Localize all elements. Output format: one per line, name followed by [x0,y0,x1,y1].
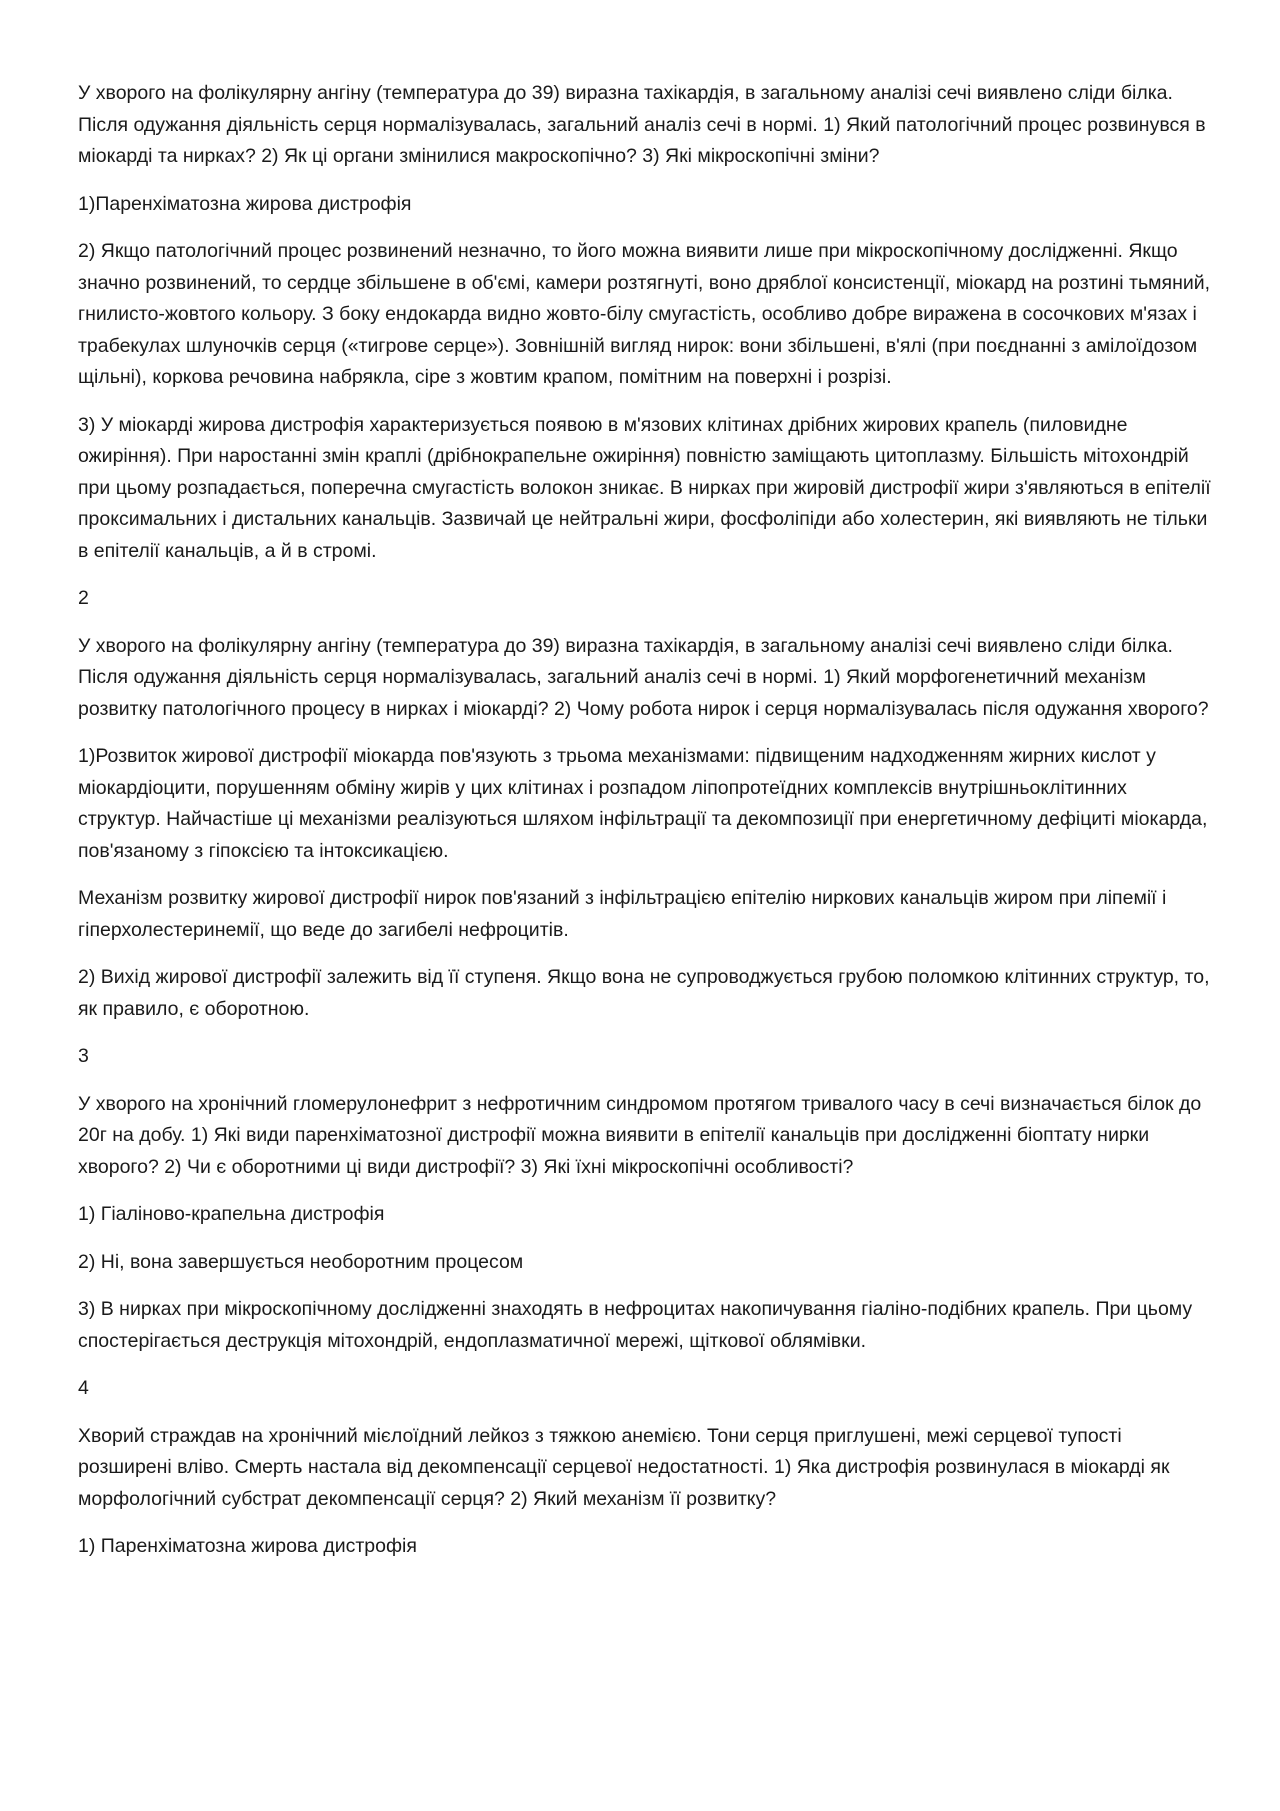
case1-answer-2: 2) Якщо патологічний процес розвинений незначно, то його можна виявити лише при мікроскопічному дослідженні. Якщо значно розвинений, то сердце збільшене в об'ємі, камери розтягнуті, воно дряблої консистенції, міокард на розтині тьмяний, гнилисто-жовтого кольору. З боку ендокарда видно жовто-білу смугастість, особливо добре виражена в сосочкових м'язах і трабекулах шлуночків серця («тигрове серце»). Зовнішній вигляд нирок: вони збільшені, в'ялі (при поєднанні з амілоїдозом щільні), коркова речовина набрякла, сіре з жовтим крапом, помітним на поверхні і розрізі. [78,240,1211,388]
case3-answer-2: 2) Ні, вона завершується необоротним процесом [78,1250,524,1273]
case4-answer-1: 1) Паренхіматозна жирова дистрофія [78,1535,417,1557]
case1-question: У хворого на фолікулярну ангіну (температура до 39) виразна тахікардія, в загальному аналізі сечі виявлено сліди білка. Після одужання діяльність серця нормалізувалась, загальний аналіз сечі в нормі. 1) Який патологічний процес розвинувся в міокарді та нирках? 2) Як ці органи змінилися макроскопічно? 3) Які мікроскопічні зміни? [78,82,1206,167]
case-number-4: 4 [78,1377,89,1399]
case2-answer-2: 2) Вихід жирової дистрофії залежить від її ступеня. Якщо вона не супроводжується грубою поломкою клітинних структур, то, як правило, є оборотною. [78,966,1210,1020]
case4-question: Хворий страждав на хронічний мієлоїдний лейкоз з тяжкою анемією. Тони серця приглушені, межі серцевої тупості розширені вліво. Смерть настала від декомпенсації серцевої недостатності. 1) Яка дистрофія розвинулася в міокарді як морфологічний субстрат декомпенсації серця? 2) Який механізм її розвитку? [78,1424,1170,1510]
case3-answer-1: 1) Гіаліново-крапельна дистрофія [78,1203,385,1225]
case3-answer-3: 3) В нирках при мікроскопічному дослідженні знаходять в нефроцитах накопичування гіаліно-подібних крапель. При цьому спостерігається деструкція мітохондрій, ендоплазматичної мережі, щіткової облямівки. [78,1298,1193,1352]
case2-answer-1-kidney: Механізм розвитку жирової дистрофії нирок пов'язаний з інфільтрацією епітелію ниркових канальців жиром при ліпемії і гіперхолестеринемії, що веде до загибелі нефроцитів. [78,887,1167,941]
case1-answer-1: 1)Паренхіматозна жирова дистрофія [78,192,412,215]
case2-question: У хворого на фолікулярну ангіну (температура до 39) виразна тахікардія, в загальному аналізі сечі виявлено сліди білка. Після одужання діяльність серця нормалізувалась, загальний аналіз сечі в нормі. 1) Який морфогенетичний механізм розвитку патологічного процесу в нирках і міокарді? 2) Чому робота нирок і серця нормалізувалась після одужання хворого? [78,634,1209,720]
document-page [78,78,1212,1579]
case2-answer-1: 1)Розвиток жирової дистрофії міокарда пов'язують з трьома механізмами: підвищеним надходженням жирних кислот у міокардіоцити, порушенням обміну жирів у цих клітинах і розпадом ліпопротеїдних комплексів внутрішньоклітинних структур. Найчастіше ці механізми реалізуються шляхом інфільтрації та декомпозиції при енергетичному дефіциті міокарда, пов'язаному з гіпоксією та інтоксикацією. [78,745,1208,862]
case-number-2: 2 [78,587,89,609]
case-number-3: 3 [78,1045,89,1067]
case1-answer-3: 3) У міокарді жирова дистрофія характеризується появою в м'язових клітинах дрібних жирових крапель (пиловидне ожиріння). При наростанні змін краплі (дрібнокрапельне ожиріння) повністю заміщають цитоплазму. Більшість мітохондрій при цьому розпадається, поперечна смугастість волокон зникає. В нирках при жировій дистрофії жири з'являються в епітелії проксимальних і дистальних канальців. Зазвичай це нейтральні жири, фосфоліпіди або холестерин, які виявляють не тільки в епітелії канальців, а й в стромі. [78,413,1211,562]
case3-question: У хворого на хронічний гломерулонефрит з нефротичним синдромом протягом тривалого часу в сечі визначається білок до 20г на добу. 1) Які види паренхіматозної дистрофії можна виявити в епітелії канальців при дослідженні біоптату нирки хворого? 2) Чи є оборотними ці види дистрофії? 3) Які їхні мікроскопічні особливості? [78,1092,1202,1178]
